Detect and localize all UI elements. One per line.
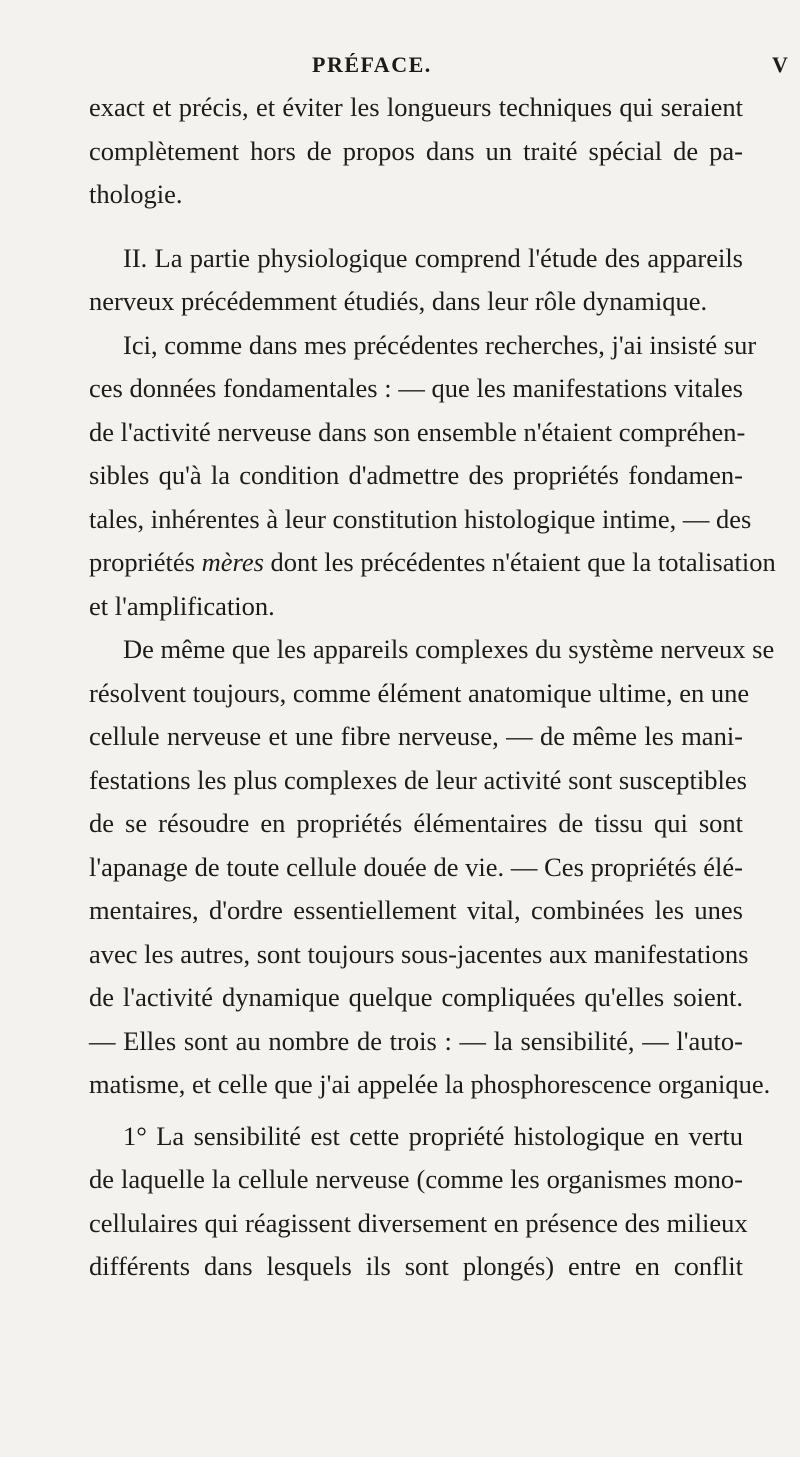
text-line: 1° La sensibilité est cette propriété histologique en vertu xyxy=(123,1120,743,1151)
text-line: résolvent toujours, comme élément anatomique ultime, en une xyxy=(89,677,750,708)
text-line: différents dans lesquels ils sont plongés) entre en conflit xyxy=(89,1251,743,1281)
text-line: l'apanage de toute cellule douée de vie. — Ces propriétés élé- xyxy=(89,851,743,882)
text-line: de laquelle la cellule nerveuse (comme les organismes mono- xyxy=(89,1164,743,1194)
paragraph xyxy=(89,1115,748,1289)
running-title: PRÉFACE. xyxy=(312,52,432,77)
text-line: cellulaires qui réagissent diversement en présence des milieux xyxy=(89,1207,748,1238)
text-line: de l'activité nerveuse dans son ensemble n'étaient compréhen- xyxy=(89,416,746,447)
page-number: V xyxy=(772,52,788,77)
paragraph xyxy=(89,237,743,324)
running-header xyxy=(0,52,800,82)
emphasized-word: mères xyxy=(201,547,264,577)
text-line: avec les autres, sont toujours sous-jacentes aux manifestations xyxy=(89,938,749,969)
text-line: de l'activité dynamique quelque compliquées qu'elles soient. xyxy=(89,982,743,1012)
text-line: cellule nerveuse et une fibre nerveuse, — de même les mani- xyxy=(89,721,743,751)
text-line: exact et précis, et éviter les longueurs techniques qui seraient xyxy=(89,92,743,122)
text-line: — Elles sont au nombre de trois : — la sensibilité, — l'auto- xyxy=(89,1025,743,1056)
paragraph-gap xyxy=(89,217,743,237)
paragraph-gap xyxy=(89,1107,743,1115)
text-line: mentaires, d'ordre essentiellement vital, combinées les unes xyxy=(89,895,743,925)
paragraph xyxy=(89,86,743,217)
text-line: ces données fondamentales : — que les manifestations vitales xyxy=(89,373,743,403)
paragraph xyxy=(89,324,776,629)
text-line: nerveux précédemment étudiés, dans leur rôle dynamique. xyxy=(89,286,708,316)
text-line: de se résoudre en propriétés élémentaires de tissu qui sont xyxy=(89,808,743,838)
text-line: tales, inhérentes à leur constitution histologique intime, — des xyxy=(89,503,752,534)
text-line-with-emphasis: propriétés mères dont les précédentes n'étaient que la totalisation xyxy=(89,547,776,577)
text-line: complètement hors de propos dans un traité spécial de pa- xyxy=(89,135,743,166)
text-line: II. La partie physiologique comprend l'étude des appareils xyxy=(123,242,743,273)
text-line: festations les plus complexes de leur activité sont susceptibles xyxy=(89,764,747,795)
body-text xyxy=(89,86,776,1289)
text-line: et l'amplification. xyxy=(89,590,275,621)
text-line: De même que les appareils complexes du système nerveux se xyxy=(123,634,775,664)
text-line: Ici, comme dans mes précédentes recherches, j'ai insisté sur xyxy=(123,329,757,360)
text-line: sibles qu'à la condition d'admettre des propriétés fondamen- xyxy=(89,460,743,490)
paragraph xyxy=(89,628,775,1107)
text-line: matisme, et celle que j'ai appelée la phosphorescence organique. xyxy=(89,1069,771,1099)
text-line: thologie. xyxy=(89,179,183,209)
